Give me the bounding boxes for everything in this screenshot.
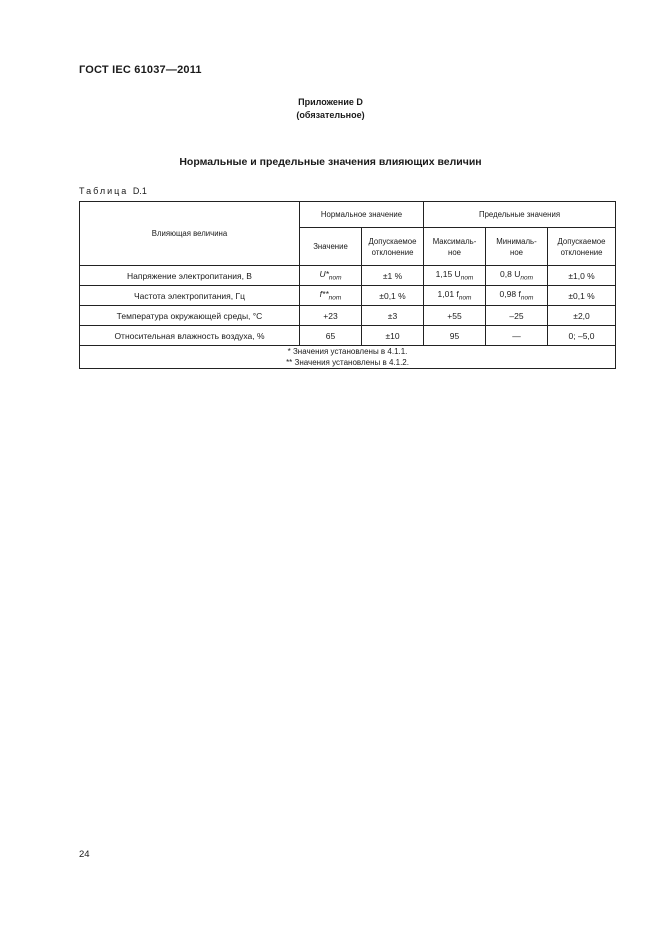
table-row — [80, 306, 616, 326]
table-notes — [80, 346, 616, 369]
header-tolerance-line1: Допускаемое — [368, 236, 417, 246]
table-notes-row — [80, 346, 616, 369]
cell-limit-tolerance: ±2,0 — [548, 306, 616, 326]
cell-max: +55 — [424, 306, 486, 326]
cell-quantity-name: Температура окружающей среды, °С — [80, 306, 300, 326]
table-note: ** Значения установлены в 4.1.2. — [286, 358, 409, 367]
cell-min: –25 — [486, 306, 548, 326]
cell-limit-tolerance: ±1,0 % — [548, 266, 616, 286]
table-row — [80, 326, 616, 346]
table-header-row-1 — [80, 202, 616, 228]
header-max — [424, 228, 486, 266]
cell-value: $U*_{nom}$ — [300, 266, 362, 286]
cell-tolerance: ±0,1 % — [362, 286, 424, 306]
cell-min: — — [486, 326, 548, 346]
header-normal-group: Нормальное значение — [300, 202, 424, 228]
document-title: Нормальные и предельные значения влияющих величин — [179, 156, 482, 168]
table-caption-word: Таблица — [79, 186, 129, 196]
cell-quantity-name: Относительная влажность воздуха, % — [80, 326, 300, 346]
header-value: Значение — [300, 228, 362, 266]
cell-limit-tolerance: ±0,1 % — [548, 286, 616, 306]
header-limit-tolerance-line2: отклонение — [560, 247, 603, 257]
table-row — [80, 286, 616, 306]
cell-limit-tolerance: 0; –5,0 — [548, 326, 616, 346]
cell-value: +23 — [300, 306, 362, 326]
header-limit-group: Предельные значения — [424, 202, 616, 228]
header-limit-tolerance — [548, 228, 616, 266]
cell-tolerance: ±3 — [362, 306, 424, 326]
table-caption-number: D.1 — [132, 186, 147, 196]
header-min — [486, 228, 548, 266]
cell-max: 1,15 $U_{nom}$ — [424, 266, 486, 286]
header-max-line1: Максималь- — [432, 236, 477, 246]
header-max-line2: ное — [448, 247, 461, 257]
cell-max: 95 — [424, 326, 486, 346]
header-min-line1: Минималь- — [496, 236, 537, 246]
cell-value: $f**_{nom}$ — [300, 286, 362, 306]
header-tolerance — [362, 228, 424, 266]
header-limit-tolerance-line1: Допускаемое — [557, 236, 606, 246]
table-caption — [79, 186, 147, 196]
data-table — [79, 201, 616, 369]
cell-tolerance: ±1 % — [362, 266, 424, 286]
cell-min: 0,8 $U_{nom}$ — [486, 266, 548, 286]
header-min-line2: ное — [510, 247, 523, 257]
appendix-label: Приложение D — [298, 97, 363, 107]
page-number: 24 — [79, 849, 90, 860]
appendix-heading — [0, 96, 661, 122]
table-row — [80, 266, 616, 286]
cell-quantity-name: Частота электропитания, Гц — [80, 286, 300, 306]
header-tolerance-line2: отклонение — [371, 247, 414, 257]
header-quantity: Влияющая величина — [80, 202, 300, 266]
appendix-status: (обязательное) — [296, 110, 365, 120]
cell-min: 0,98 $f_{nom}$ — [486, 286, 548, 306]
cell-value: 65 — [300, 326, 362, 346]
cell-tolerance: ±10 — [362, 326, 424, 346]
table-note: * Значения установлены в 4.1.1. — [287, 347, 408, 356]
cell-quantity-name: Напряжение электропитания, В — [80, 266, 300, 286]
standard-id: ГОСТ IEC 61037—2011 — [79, 64, 202, 76]
cell-max: 1,01 $f_{nom}$ — [424, 286, 486, 306]
